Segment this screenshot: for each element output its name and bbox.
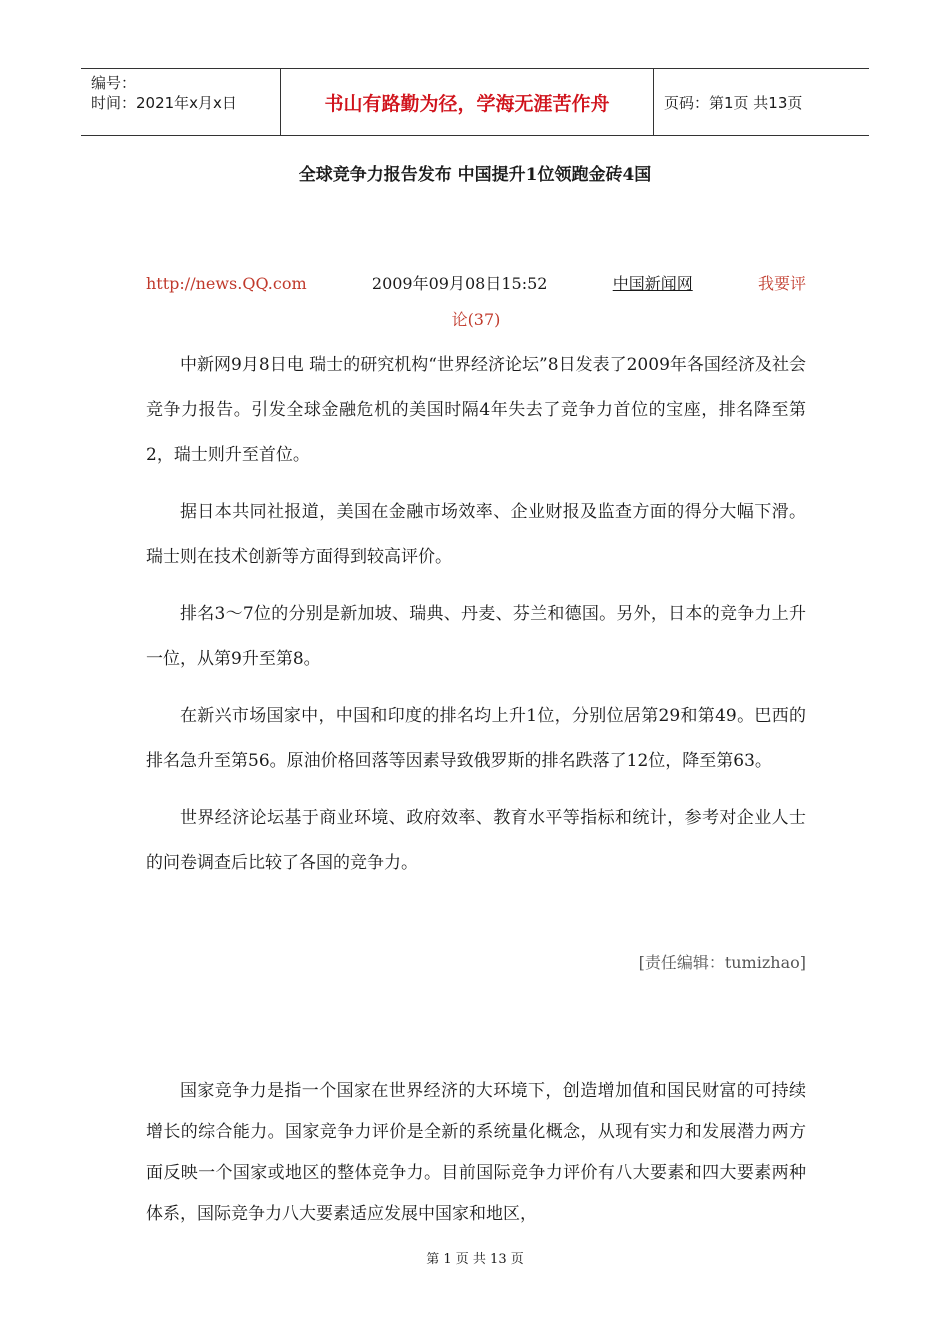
motto-text: 书山有路勤为径，学海无涯苦作舟	[324, 92, 610, 115]
number-label: 编号：	[91, 74, 137, 92]
article-title: 全球竞争力报告发布 中国提升1位领跑金砖4国	[298, 165, 652, 185]
publish-datetime: 2009年09月08日15:52	[371, 274, 548, 293]
paragraph: 在新兴市场国家中，中国和印度的排名均上升1位，分别位居第29和第49。巴西的排名急升至第56。原油价格回落等因素导致俄罗斯的排名跌落了12位，降至第63。	[146, 706, 806, 771]
paragraph: 世界经济论坛基于商业环境、政府效率、教育水平等指标和统计，参考对企业人士的问卷调查后比较了各国的竞争力。	[146, 808, 806, 873]
editor-credit: [责任编辑：tumizhao]	[638, 953, 806, 972]
header-page-cell	[654, 69, 869, 135]
comment-link-part1[interactable]: 我要评	[757, 274, 806, 293]
article-body	[146, 343, 806, 898]
page-label: 页码：第1页 共13页	[664, 93, 803, 112]
time-label: 时间：2021年x月x日	[91, 94, 237, 112]
page-footer: 第 1 页 共 13 页	[426, 1252, 524, 1267]
article-meta	[146, 266, 806, 338]
paragraph: 中新网9月8日电 瑞士的研究机构“世界经济论坛”8日发表了2009年各国经济及社会竞争力报告。引发全球金融危机的美国时隔4年失去了竞争力首位的宝座，排名降至第2，瑞士则升至首位。	[146, 355, 806, 465]
comment-link-part2[interactable]: 论(37)	[451, 310, 501, 329]
extra-body	[146, 1071, 806, 1247]
header-info-cell	[81, 69, 281, 135]
header-motto-cell	[281, 69, 654, 135]
document-header	[81, 68, 869, 136]
paragraph: 国家竞争力是指一个国家在世界经济的大环境下，创造增加值和国民财富的可持续增长的综合能力。国家竞争力评价是全新的系统量化概念，从现有实力和发展潜力两方面反映一个国家或地区的整体竞争力。目前国际竞争力评价有八大要素和四大要素两种体系，国际竞争力八大要素适应发展中国家和地区，	[146, 1081, 806, 1224]
paragraph: 据日本共同社报道，美国在金融市场效率、企业财报及监查方面的得分大幅下滑。瑞士则在技术创新等方面得到较高评价。	[146, 502, 806, 567]
source-url-link[interactable]: http://news.QQ.com	[146, 274, 307, 293]
source-link[interactable]: 中国新闻网	[612, 274, 693, 293]
paragraph: 排名3～7位的分别是新加坡、瑞典、丹麦、芬兰和德国。另外，日本的竞争力上升一位，从第9升至第8。	[146, 604, 806, 669]
